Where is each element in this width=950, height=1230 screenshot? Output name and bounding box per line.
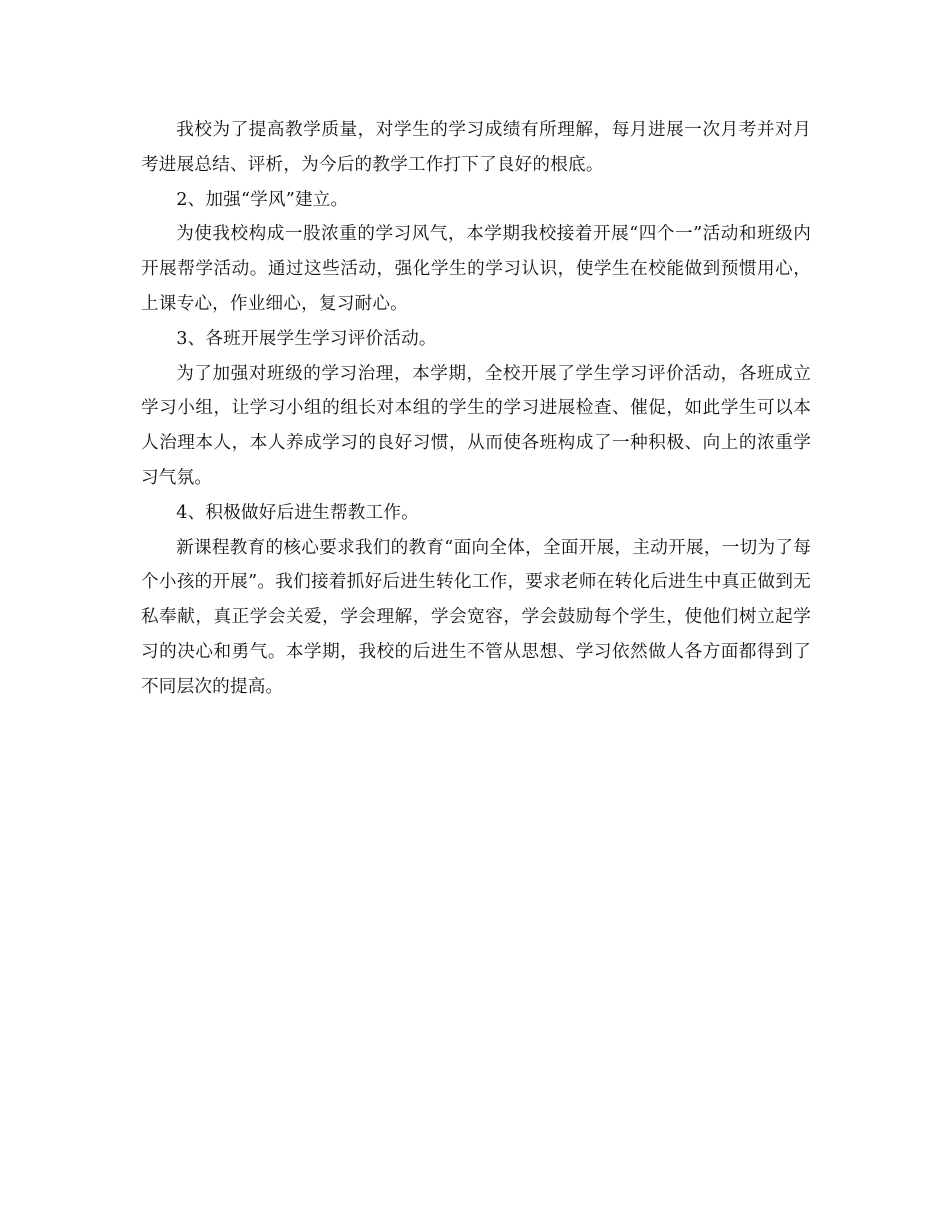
paragraph-new-curriculum: 新课程教育的核心要求我们的教育“面向全体，全面开展，主动开展，一切为了每个小孩的开展”。我们接着抓好后进生转化工作，要求老师在转化后进生中真正做到无私奉献，真正学会关爱，学会理解，学会宽容，学会鼓励每个学生，使他们树立起学习的决心和勇气。本学期，我校的后进生不管从思想、学习依然做人各方面都得到了不同层次的提高。	[141, 537, 811, 697]
paragraph-study-atmosphere: 为使我校构成一股浓重的学习风气，本学期我校接着开展“四个一”活动和班级内开展帮学活动。通过这些活动，强化学生的学习认识，使学生在校能做到预惯用心，上课专心，作业细心，复习耐心。	[141, 224, 811, 314]
document-body	[141, 113, 811, 705]
section-heading-study-style: 2、加强“学风”建立。	[176, 189, 349, 210]
paragraph-study-groups: 为了加强对班级的学习治理，本学期，全校开展了学生学习评价活动，各班成立学习小组，让学习小组的组长对本组的学生的学习进展检查、催促，如此学生可以本人治理本人，本人养成学习的良好习惯，从而使各班构成了一种积极、向上的浓重学习气氛。	[141, 363, 811, 488]
section-heading-evaluation: 3、各班开展学生学习评价活动。	[176, 328, 437, 349]
paragraph-monthly-exams: 我校为了提高教学质量，对学生的学习成绩有所理解，每月进展一次月考并对月考进展总结、评析，为今后的教学工作打下了良好的根底。	[141, 120, 811, 175]
section-heading-struggling-students: 4、积极做好后进生帮教工作。	[176, 502, 419, 523]
